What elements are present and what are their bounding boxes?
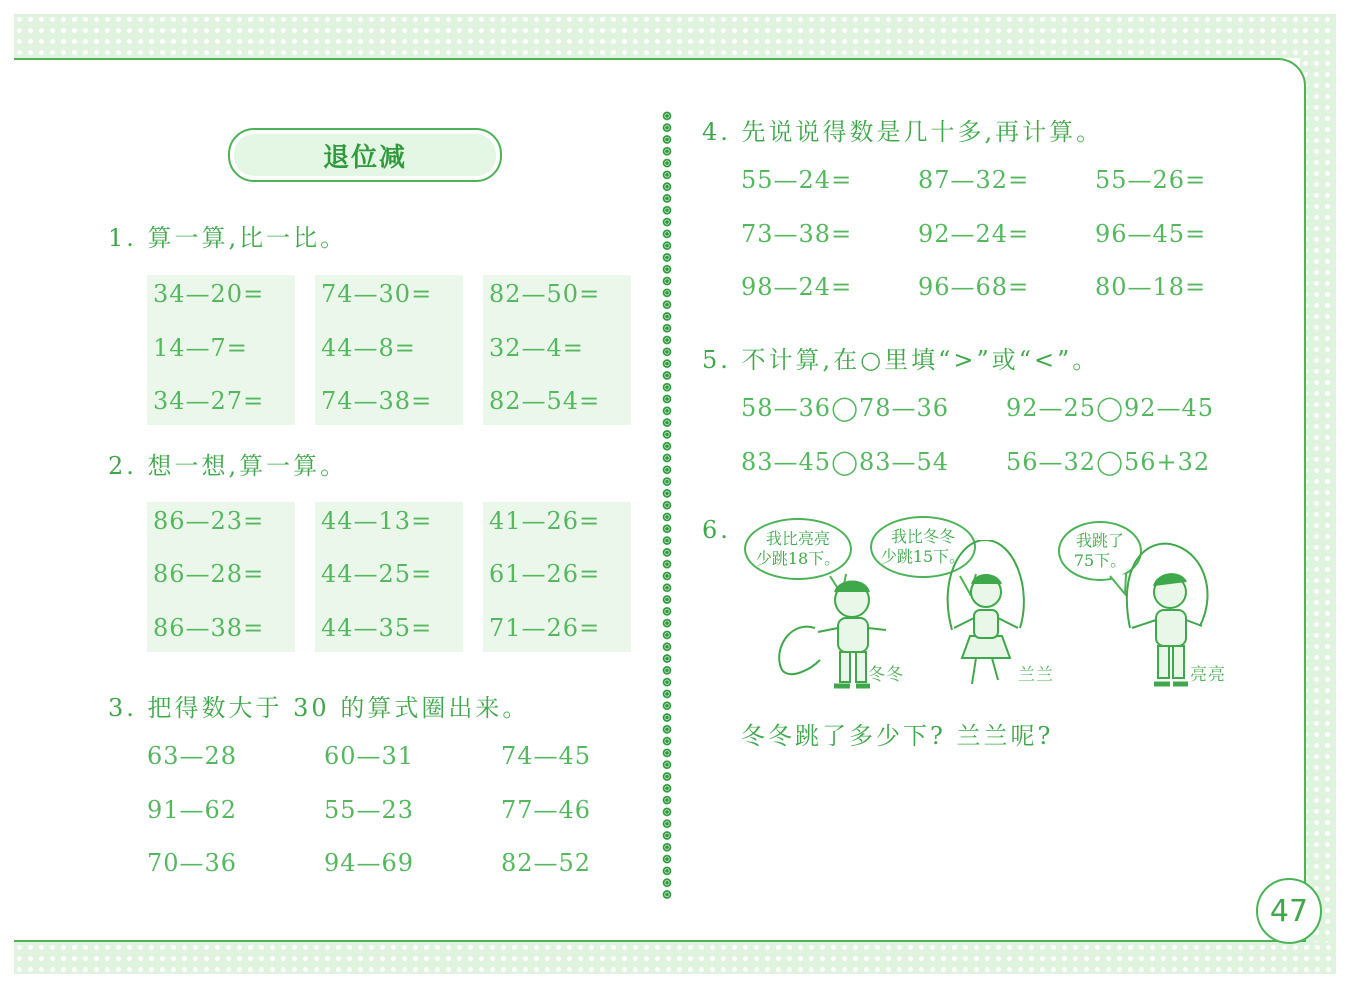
bubble-line: 少跳15下。 bbox=[880, 547, 966, 566]
q1-item: 34—20= bbox=[153, 280, 265, 308]
bubble-line: 我跳了 bbox=[1075, 531, 1124, 550]
question-1-prompt: 1. 算一算,比一比。 bbox=[108, 224, 348, 252]
bubble-line: 75下。 bbox=[1073, 551, 1127, 570]
q4-item: 98—24= bbox=[741, 273, 853, 301]
q4-item: 80—18= bbox=[1095, 273, 1207, 301]
q2-item: 71—26= bbox=[489, 614, 601, 642]
q2-item: 61—26= bbox=[489, 560, 601, 588]
question-6-number: 6. bbox=[702, 516, 731, 544]
q5-comparison[interactable]: 56—32◯56+32 bbox=[1006, 448, 1211, 476]
q3-item[interactable]: 91—62 bbox=[147, 796, 238, 824]
bubble-line: 我比冬冬 bbox=[890, 527, 955, 546]
q5-comparison[interactable]: 58—36◯78—36 bbox=[741, 394, 950, 422]
page-number: 47 bbox=[1256, 878, 1322, 944]
page-border-top bbox=[14, 14, 1336, 58]
q1-item: 82—50= bbox=[489, 280, 601, 308]
q2-item: 86—23= bbox=[153, 507, 265, 535]
q4-item: 55—26= bbox=[1095, 166, 1207, 194]
bubble-line: 我比亮亮 bbox=[765, 529, 830, 548]
question-2-prompt: 2. 想一想,算一算。 bbox=[108, 452, 348, 480]
q3-item[interactable]: 94—69 bbox=[324, 849, 415, 877]
q1-item: 74—38= bbox=[321, 387, 433, 415]
q2-item: 86—28= bbox=[153, 560, 265, 588]
q2-item: 44—25= bbox=[321, 560, 433, 588]
q2-item: 41—26= bbox=[489, 507, 601, 535]
q1-item: 32—4= bbox=[489, 334, 584, 362]
name-lanlan: 兰兰 bbox=[1018, 665, 1054, 685]
question-6-question: 冬冬跳了多少下? 兰兰呢? bbox=[741, 722, 1054, 750]
q1-item: 74—30= bbox=[321, 280, 433, 308]
question-4-prompt: 4. 先说说得数是几十多,再计算。 bbox=[702, 118, 1104, 146]
q2-item: 44—35= bbox=[321, 614, 433, 642]
q3-item[interactable]: 55—23 bbox=[324, 796, 415, 824]
q3-item[interactable]: 74—45 bbox=[501, 742, 592, 770]
q3-item[interactable]: 77—46 bbox=[501, 796, 592, 824]
question-5-prompt: 5. 不计算,在○里填“>”或“<”。 bbox=[702, 346, 1100, 374]
q4-item: 73—38= bbox=[741, 220, 853, 248]
q4-item: 96—68= bbox=[918, 273, 1030, 301]
q1-item: 34—27= bbox=[153, 387, 265, 415]
q3-item[interactable]: 70—36 bbox=[147, 849, 238, 877]
q2-item: 86—38= bbox=[153, 614, 265, 642]
jump-rope-illustration bbox=[770, 540, 1240, 700]
q4-item: 87—32= bbox=[918, 166, 1030, 194]
q1-item: 14—7= bbox=[153, 334, 248, 362]
q3-item[interactable]: 82—52 bbox=[501, 849, 592, 877]
q3-item[interactable]: 60—31 bbox=[324, 742, 415, 770]
name-dongdong: 冬冬 bbox=[868, 665, 904, 685]
question-3-prompt: 3. 把得数大于 30 的算式圈出来。 bbox=[108, 694, 530, 722]
column-divider-dots bbox=[661, 110, 673, 900]
q5-comparison[interactable]: 83—45◯83—54 bbox=[741, 448, 950, 476]
q1-item: 44—8= bbox=[321, 334, 416, 362]
q4-item: 55—24= bbox=[741, 166, 853, 194]
q5-comparison[interactable]: 92—25◯92—45 bbox=[1006, 394, 1215, 422]
q1-item: 82—54= bbox=[489, 387, 601, 415]
page-border-bottom bbox=[14, 942, 1336, 974]
bubble-line: 少跳18下。 bbox=[755, 549, 841, 568]
kid-lanlan bbox=[948, 540, 1024, 684]
q4-item: 96—45= bbox=[1095, 220, 1207, 248]
name-liangliang: 亮亮 bbox=[1190, 665, 1226, 685]
q4-item: 92—24= bbox=[918, 220, 1030, 248]
q2-item: 44—13= bbox=[321, 507, 433, 535]
q3-item[interactable]: 63—28 bbox=[147, 742, 238, 770]
page-title: 退位减 bbox=[228, 128, 502, 182]
